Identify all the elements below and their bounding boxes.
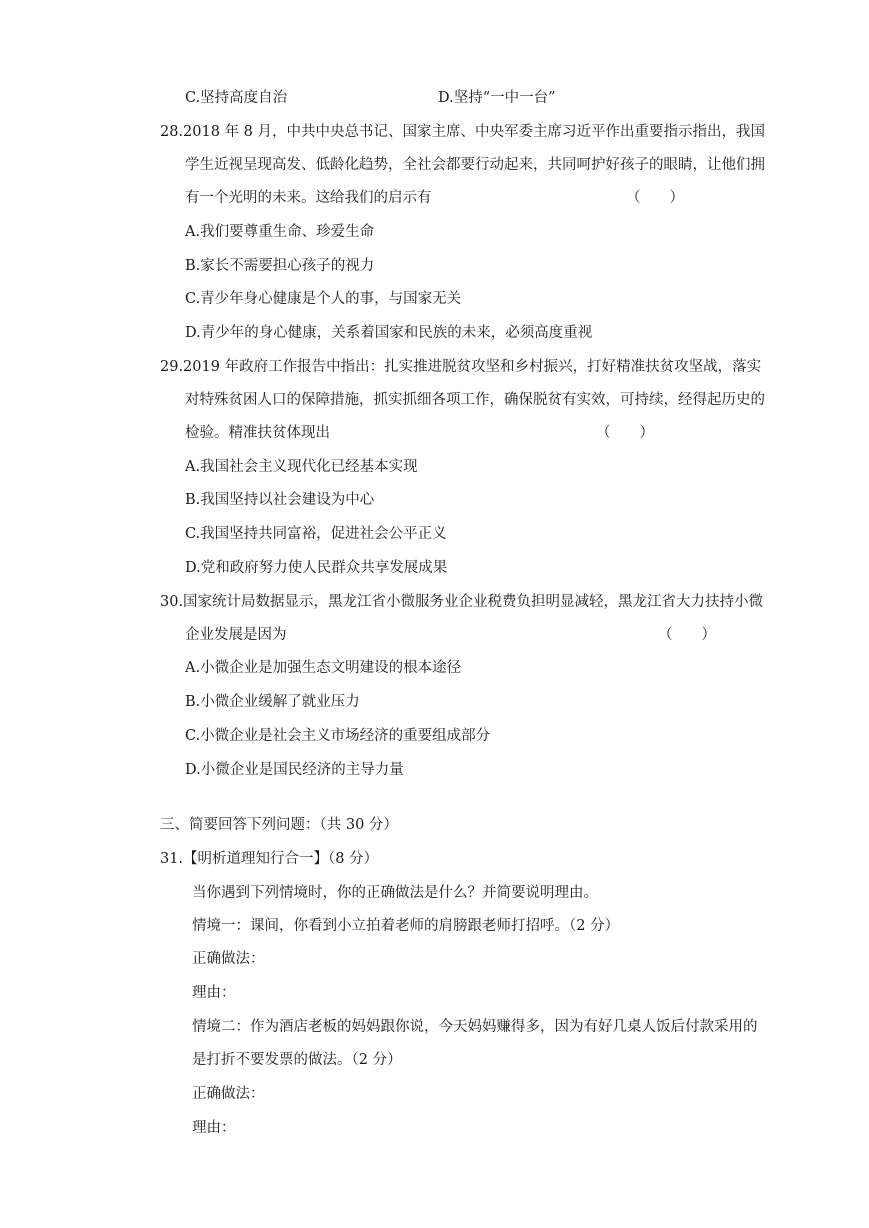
q29-answer-blank: （ ） xyxy=(596,425,654,441)
q28-stem-line2: 学生近视呈现高发、低龄化趋势，全社会都要行动起来，共同呵护好孩子的眼睛，让他们拥 xyxy=(185,157,765,173)
q30-option-a: A.小微企业是加强生态文明建设的根本途径 xyxy=(185,660,462,676)
q31-scene1-method-label: 正确做法： xyxy=(192,951,265,967)
q31-scene2-line1: 情境二：作为酒店老板的妈妈跟你说，今天妈妈赚得多，因为有好几桌人饭后付款采用的 xyxy=(192,1019,758,1035)
q28-option-d: D.青少年的身心健康，关系着国家和民族的未来，必须高度重视 xyxy=(185,325,593,341)
q30-option-d: D.小微企业是国民经济的主导力量 xyxy=(185,762,404,778)
q31-scene2-line2: 是打折不要发票的做法。（2 分） xyxy=(192,1052,402,1068)
q28-option-a: A.我们要尊重生命、珍爱生命 xyxy=(185,224,375,240)
q30-option-b: B.小微企业缓解了就业压力 xyxy=(185,694,360,710)
q29-stem-line3: 检验。精准扶贫体现出 xyxy=(185,425,330,441)
q29-stem-line2: 对特殊贫困人口的保障措施，抓实抓细各项工作，确保脱贫有实效，可持续，经得起历史的 xyxy=(185,392,765,408)
q31-intro: 当你遇到下列情境时，你的正确做法是什么？并简要说明理由。 xyxy=(192,885,598,901)
q29-option-a: A.我国社会主义现代化已经基本实现 xyxy=(185,459,418,475)
q31-scene2-reason-label: 理由： xyxy=(192,1120,236,1136)
q31-scene1-reason-label: 理由： xyxy=(192,985,236,1001)
q31-scene1: 情境一：课间，你看到小立拍着老师的肩膀跟老师打招呼。（2 分） xyxy=(192,918,620,934)
q30-option-c: C.小微企业是社会主义市场经济的重要组成部分 xyxy=(185,728,491,744)
q29-option-d: D.党和政府努力使人民群众共享发展成果 xyxy=(185,560,448,576)
q31-title: 31.【明析道理知行合一】（8 分） xyxy=(160,851,379,867)
q28-stem-line1: 28.2018 年 8 月，中共中央总书记、国家主席、中央军委主席习近平作出重要指示指出，我国 xyxy=(160,124,766,140)
q29-option-b: B.我国坚持以社会建设为中心 xyxy=(185,492,375,508)
q28-stem-line3: 有一个光明的未来。这给我们的启示有 xyxy=(185,190,432,206)
q28-option-b: B.家长不需要担心孩子的视力 xyxy=(185,258,375,274)
q27-option-c: C.坚持高度自治 xyxy=(185,90,288,106)
q31-scene2-method-label: 正确做法： xyxy=(192,1086,265,1102)
q29-stem-line1: 29.2019 年政府工作报告中指出：扎实推进脱贫攻坚和乡村振兴，打好精准扶贫攻坚战，落实 xyxy=(160,359,762,375)
q30-stem-line1: 30.国家统计局数据显示，黑龙江省小微服务业企业税费负担明显减轻，黑龙江省大力扶持小微 xyxy=(160,594,764,610)
q28-option-c: C.青少年身心健康是个人的事，与国家无关 xyxy=(185,291,462,307)
q28-answer-blank: （ ） xyxy=(626,190,684,206)
q27-option-d: D.坚持“一中一台” xyxy=(438,90,556,106)
q30-stem-line2: 企业发展是因为 xyxy=(185,627,287,643)
q30-answer-blank: （ ） xyxy=(658,627,716,643)
q29-option-c: C.我国坚持共同富裕，促进社会公平正义 xyxy=(185,526,447,542)
section-heading: 三、简要回答下列问题：（共 30 分） xyxy=(160,817,398,833)
